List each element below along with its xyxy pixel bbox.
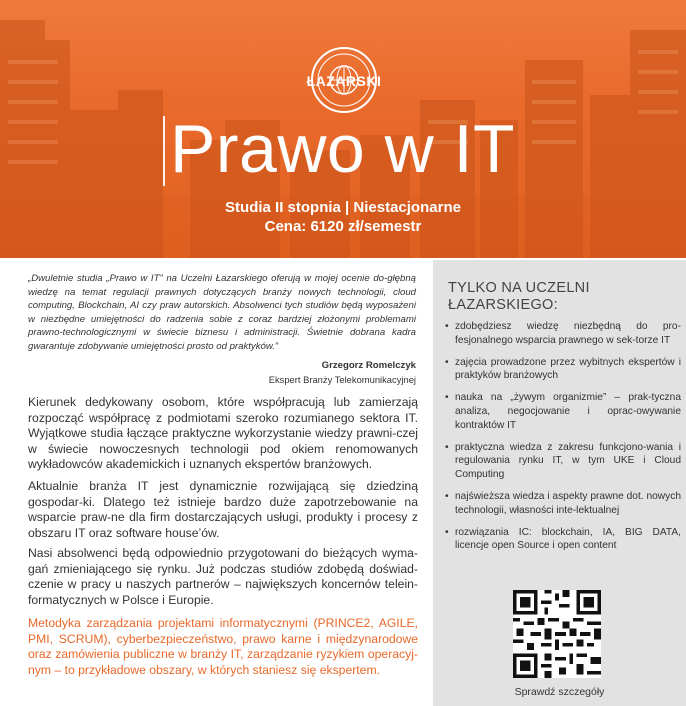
highlight-paragraph: Metodyka zarządzania projektami informatycznymi (PRINCE2, AGILE, PMI, SCRUM), cyberbezpieczeństwo, prawo karne i międzynarodowe oraz zamówienia publiczne w branży IT, zarządzanie ryzykiem operacyj-nym – to przykładowe obszary, w których staniesz się ekspertem.: [28, 616, 418, 677]
qr-code-icon[interactable]: [513, 590, 601, 678]
testimonial-author-role: Ekspert Branży Telekomunikacyjnej: [268, 374, 416, 385]
list-item: [445, 356, 681, 384]
bullet-icon: •: [445, 526, 449, 538]
program-price: Cena: 6120 zł/semestr: [264, 218, 422, 235]
description-paragraph-3: Nasi absolwenci będą odpowiednio przygotowani do bieżących wyma-gań zmieniającego się rynku. Już podczas studiów zdobędą doświad-czenie w pracy u naszych partnerów – największych koncernów telein-formatycznych w Polsce i Europie.: [28, 546, 418, 607]
description-paragraph-1: Kierunek dedykowany osobom, które współpracują lub zamierzają rozpocząć współpracę z podmiotami szeroko rozumianego sektora IT. Wyjątkowe studia łączące praktyczne wykorzystanie wiedzy prawni-czej w świecie nowoczesnych technologii pod okiem renomowanych wykładowców akademickich i uznanych ekspertów branżowych.: [28, 395, 418, 472]
page-title: Prawo w IT: [170, 111, 516, 187]
testimonial-quote: „Dwuletnie studia „Prawo w IT” na Uczelni Łazarskiego oferują w mojej ocenie do-głębną wiedzę na temat regulacji prawnych dotyczących branży nowych technologii, cloud computing, Blockchain, AI czy praw autorskich. Absolwenci tych studiów będą wyposażeni w niezbędne umiejętności do radzenia sobie z coraz bardziej złożonymi problemami prawno-technologicznymi w świecie biznesu i administracji. Świetnie dobrana kadra gwarantuje zdobywanie umiejętności prosto od praktyków.”: [28, 273, 416, 352]
list-item-text: nauka na „żywym organizmie” – prak-tyczna analiza, negocjowanie i oprac-owywanie kontraktów IT: [455, 392, 681, 431]
sidebar-title-line-2: ŁAZARSKIEGO:: [448, 297, 558, 313]
logo-wordmark: ŁAZARSKI: [306, 73, 382, 89]
list-item-text: najświeższa wiedza i aspekty prawne dot. nowych technologii, własności inte-lektualnej: [455, 490, 681, 516]
program-subtitle: Studia II stopnia | Niestacjonarne: [225, 199, 461, 216]
bullet-icon: •: [445, 392, 449, 404]
description-paragraph-2: Aktualnie branża IT jest dynamicznie rozwijającą się dziedziną gospodar-ki. Dlatego też istnieje bardzo duże zapotrzebowanie na wsparcie praw-ne dla firm dostarczających usługi, produkty i procesy z obszaru IT oraz software house’ów.: [28, 479, 418, 540]
list-item: [445, 320, 681, 348]
list-item-text: zajęcia prowadzone przez wybitnych ekspertów i praktyków branżowych: [455, 356, 681, 382]
hero-banner: [0, 0, 686, 258]
list-item-text: rozwiązania IC: blockchain, IA, BIG DATA, licencje open Source i open content: [455, 526, 681, 552]
benefits-sidebar: [433, 260, 686, 706]
title-divider: [163, 116, 165, 186]
list-item-text: zdobędziesz wiedzę niezbędną do pro-fesjonalnego wsparcia prawnego w sek-torze IT: [455, 321, 681, 346]
bullet-icon: •: [445, 356, 449, 368]
list-item: [445, 441, 681, 482]
list-item-text: praktyczna wiedza z zakresu funkcjono-wania i regulowania rynku IT, w tym UKE i Cloud Computing: [455, 441, 681, 481]
sidebar-title: [448, 280, 668, 314]
benefits-list: [445, 320, 681, 561]
sidebar-title-line-1: TYLKO NA UCZELNI: [448, 280, 590, 296]
bullet-icon: •: [445, 441, 449, 453]
list-item: [445, 490, 681, 518]
bullet-icon: •: [445, 490, 449, 502]
list-item: [445, 391, 681, 432]
qr-caption[interactable]: Sprawdź szczegóły: [514, 686, 605, 698]
testimonial-author: Grzegorz Romelczyk: [321, 360, 416, 371]
bullet-icon: •: [445, 321, 449, 332]
list-item: [445, 526, 681, 554]
